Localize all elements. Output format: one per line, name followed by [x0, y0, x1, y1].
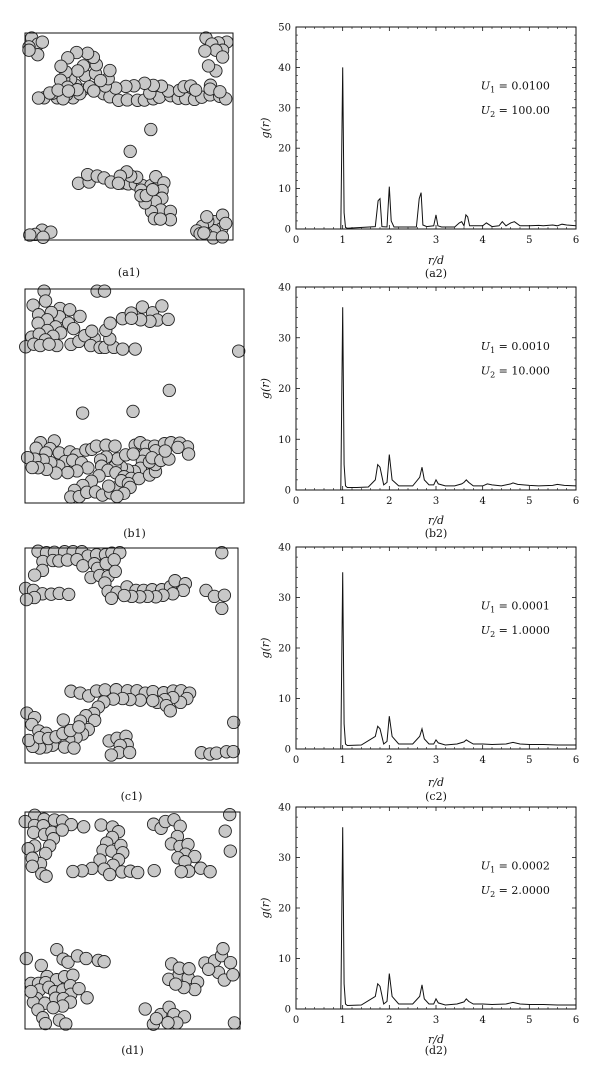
y-tick-label: 20 — [278, 384, 291, 395]
particle — [148, 864, 160, 876]
y-tick-label: 30 — [278, 593, 291, 604]
annotation-value: = 10.000 — [495, 364, 550, 378]
particle — [218, 589, 230, 601]
particle — [154, 213, 166, 225]
particle — [103, 480, 115, 492]
particle — [162, 313, 174, 325]
particle — [37, 231, 49, 243]
panel-caption-left: (d1) — [121, 1044, 144, 1057]
panel-caption-right: (b2) — [424, 527, 448, 540]
particle — [108, 554, 120, 566]
y-tick-label: 10 — [278, 954, 291, 965]
gr-series-line — [296, 307, 576, 490]
particle — [36, 36, 48, 48]
particle — [104, 64, 116, 76]
annotation-symbol: U — [480, 623, 491, 637]
x-axis-label: r/d — [427, 1033, 445, 1046]
annotation-value: = 100.00 — [495, 103, 550, 117]
particle — [129, 343, 141, 355]
x-tick-label: 4 — [479, 1015, 486, 1026]
particle — [67, 865, 79, 877]
x-tick-label: 5 — [526, 1015, 533, 1026]
annotation-symbol: U — [480, 79, 491, 93]
x-tick-label: 3 — [432, 235, 440, 246]
panel-caption-right: (a2) — [424, 267, 448, 280]
particle — [201, 211, 213, 223]
x-tick-label: 1 — [339, 1015, 346, 1026]
x-tick-label: 1 — [339, 755, 346, 766]
x-tick-label: 6 — [572, 1015, 580, 1026]
u1-annotation — [481, 860, 550, 875]
particle — [80, 952, 92, 964]
annotation-subscript: 1 — [490, 605, 496, 615]
particle — [109, 565, 121, 577]
particle — [224, 956, 236, 968]
x-tick-label: 3 — [432, 755, 440, 766]
x-axis-label: r/d — [427, 776, 445, 789]
particle — [111, 490, 123, 502]
y-tick-label: 20 — [278, 903, 291, 915]
particle — [117, 343, 129, 355]
x-tick-label: 5 — [526, 755, 533, 766]
particle — [72, 65, 84, 77]
y-axis-label: g(r) — [259, 637, 272, 659]
y-tick-label: 40 — [278, 282, 291, 294]
particle — [47, 1002, 59, 1014]
particle — [204, 866, 216, 878]
plot-frame — [296, 287, 576, 490]
gr-series-line — [296, 827, 576, 1009]
gr-plot-c — [259, 543, 579, 804]
particle — [216, 51, 228, 63]
annotation-value: = 0.0001 — [495, 599, 550, 613]
particle — [127, 448, 139, 460]
particle — [216, 231, 228, 243]
y-tick-label: 0 — [284, 744, 291, 756]
particle-panel-a — [23, 32, 233, 279]
particle — [55, 60, 67, 72]
particle-panel-b — [20, 285, 245, 540]
x-tick-label: 1 — [339, 496, 346, 507]
annotation-subscript: 1 — [490, 345, 496, 355]
particle — [216, 602, 228, 614]
x-axis-label: r/d — [427, 514, 445, 527]
particle — [224, 808, 236, 820]
particle — [233, 345, 245, 357]
particle — [123, 746, 135, 758]
x-axis-label: r/d — [427, 254, 445, 267]
panel-caption-left: (b1) — [123, 527, 146, 540]
annotation-symbol: U — [480, 859, 491, 873]
u1-annotation — [481, 340, 550, 355]
particle — [23, 734, 35, 746]
particle — [104, 868, 116, 880]
annotation-symbol: U — [480, 103, 491, 117]
annotation-value: = 0.0100 — [495, 79, 550, 93]
y-tick-label: 0 — [284, 1004, 291, 1016]
x-tick-label: 4 — [479, 235, 486, 246]
annotation-value: = 2.0000 — [495, 883, 550, 897]
particle-panel-c — [19, 545, 240, 803]
u2-annotation — [481, 884, 550, 899]
particle — [217, 943, 229, 955]
particle — [81, 992, 93, 1004]
particle — [35, 959, 47, 971]
y-tick-label: 40 — [278, 802, 291, 814]
annotation-subscript: 2 — [490, 109, 496, 119]
particle — [124, 145, 136, 157]
particle — [183, 963, 195, 975]
particle — [40, 870, 52, 882]
particle — [147, 184, 159, 196]
particle — [86, 325, 98, 337]
particle — [162, 1017, 174, 1029]
x-tick-label: 1 — [339, 235, 346, 246]
particle — [82, 462, 94, 474]
annotation-value: = 0.0002 — [495, 859, 550, 873]
particle — [61, 466, 73, 478]
particle — [77, 560, 89, 572]
x-tick-label: 2 — [386, 496, 393, 507]
annotation-subscript: 2 — [490, 889, 496, 899]
u2-annotation — [481, 364, 550, 379]
gr-plot-a — [259, 23, 579, 281]
y-tick-label: 50 — [278, 22, 291, 34]
annotation-symbol: U — [480, 883, 491, 897]
particle — [105, 592, 117, 604]
plot-frame — [296, 547, 576, 749]
u2-annotation — [481, 624, 550, 639]
y-tick-label: 30 — [278, 103, 291, 115]
y-tick-label: 0 — [284, 485, 291, 497]
particle — [62, 85, 74, 97]
x-tick-label: 3 — [432, 496, 440, 507]
particle — [175, 866, 187, 878]
particle — [147, 694, 159, 706]
panel-caption-right: (d2) — [424, 1044, 448, 1057]
plot-frame — [296, 807, 576, 1009]
particle — [32, 92, 44, 104]
y-tick-label: 10 — [278, 184, 291, 196]
particle — [25, 985, 37, 997]
gr-plot-d — [259, 803, 579, 1058]
particle — [98, 956, 110, 968]
particle — [164, 705, 176, 717]
particle — [27, 826, 39, 838]
particle — [74, 310, 86, 322]
particle — [39, 295, 51, 307]
y-axis-label: g(r) — [259, 897, 272, 919]
particle — [43, 338, 55, 350]
x-tick-label: 0 — [292, 755, 300, 766]
annotation-symbol: U — [480, 599, 491, 613]
particle — [112, 177, 124, 189]
particle — [224, 845, 236, 857]
x-tick-label: 2 — [386, 235, 393, 246]
particle — [105, 749, 117, 761]
particle — [68, 742, 80, 754]
u1-annotation — [481, 80, 550, 95]
particle — [62, 588, 74, 600]
annotation-value: = 1.0000 — [495, 623, 550, 637]
particle — [172, 441, 184, 453]
annotation-subscript: 1 — [490, 85, 496, 95]
particle — [189, 983, 201, 995]
annotation-symbol: U — [480, 364, 491, 378]
u2-annotation — [481, 104, 550, 119]
particle — [214, 86, 226, 98]
particle — [150, 1012, 162, 1024]
x-tick-label: 3 — [432, 1015, 440, 1026]
particle — [76, 407, 88, 419]
y-axis-label: g(r) — [259, 378, 272, 399]
particle — [78, 821, 90, 833]
annotation-subscript: 1 — [490, 865, 496, 875]
particle — [26, 860, 38, 872]
particle — [127, 405, 139, 417]
x-tick-label: 4 — [479, 755, 486, 766]
particle — [26, 461, 38, 473]
particle — [170, 978, 182, 990]
particle — [20, 593, 32, 605]
y-tick-label: 10 — [278, 694, 291, 705]
particle — [98, 285, 110, 297]
particle — [228, 1017, 240, 1029]
x-tick-label: 0 — [292, 1015, 300, 1026]
y-axis-label: g(r) — [259, 117, 272, 139]
particle — [20, 952, 32, 964]
x-tick-label: 5 — [526, 496, 533, 507]
annotation-subscript: 2 — [490, 370, 496, 380]
particle — [198, 227, 210, 239]
x-tick-label: 6 — [572, 235, 580, 246]
panel-caption-left: (c1) — [120, 790, 143, 803]
particle — [109, 440, 121, 452]
particle — [60, 1018, 72, 1030]
particle — [145, 123, 157, 135]
particle — [125, 312, 137, 324]
particle — [104, 317, 116, 329]
particle — [73, 721, 85, 733]
particle — [219, 825, 231, 837]
particle — [118, 589, 130, 601]
x-tick-label: 0 — [292, 235, 300, 246]
y-tick-label: 20 — [278, 143, 291, 155]
x-tick-label: 5 — [526, 235, 533, 246]
particle — [227, 969, 239, 981]
y-tick-label: 40 — [278, 542, 291, 554]
x-tick-label: 0 — [292, 496, 300, 507]
y-tick-label: 0 — [284, 224, 291, 236]
y-tick-label: 40 — [278, 62, 291, 74]
y-tick-label: 10 — [278, 434, 291, 446]
particle — [182, 448, 194, 460]
particle — [67, 322, 79, 334]
particle — [163, 384, 175, 396]
particle — [202, 60, 214, 72]
particle — [139, 1003, 151, 1015]
particle — [95, 819, 107, 831]
particle — [88, 85, 100, 97]
y-tick-label: 30 — [278, 853, 291, 864]
annotation-symbol: U — [480, 339, 491, 353]
particle — [57, 714, 69, 726]
annotation-value: = 0.0010 — [495, 339, 550, 353]
gr-plot-b — [259, 283, 579, 541]
panel-caption-right: (c2) — [425, 790, 447, 803]
particle — [199, 45, 211, 57]
particle — [156, 300, 168, 312]
x-tick-label: 6 — [572, 755, 580, 766]
particle — [28, 569, 40, 581]
particle — [132, 866, 144, 878]
plot-frame — [296, 27, 576, 229]
particle — [220, 217, 232, 229]
particle — [159, 445, 171, 457]
particle-panel-d — [19, 808, 241, 1057]
y-tick-label: 30 — [278, 333, 291, 345]
x-tick-label: 6 — [572, 496, 580, 507]
x-tick-label: 4 — [479, 496, 486, 507]
y-tick-label: 20 — [278, 643, 291, 655]
particle — [202, 963, 214, 975]
x-tick-label: 2 — [386, 755, 393, 766]
u1-annotation — [481, 600, 550, 615]
x-tick-label: 2 — [386, 1015, 393, 1026]
particle — [39, 1017, 51, 1029]
annotation-subscript: 2 — [490, 629, 496, 639]
particle — [81, 47, 93, 59]
particle — [189, 84, 201, 96]
panel-caption-left: (a1) — [117, 266, 141, 279]
